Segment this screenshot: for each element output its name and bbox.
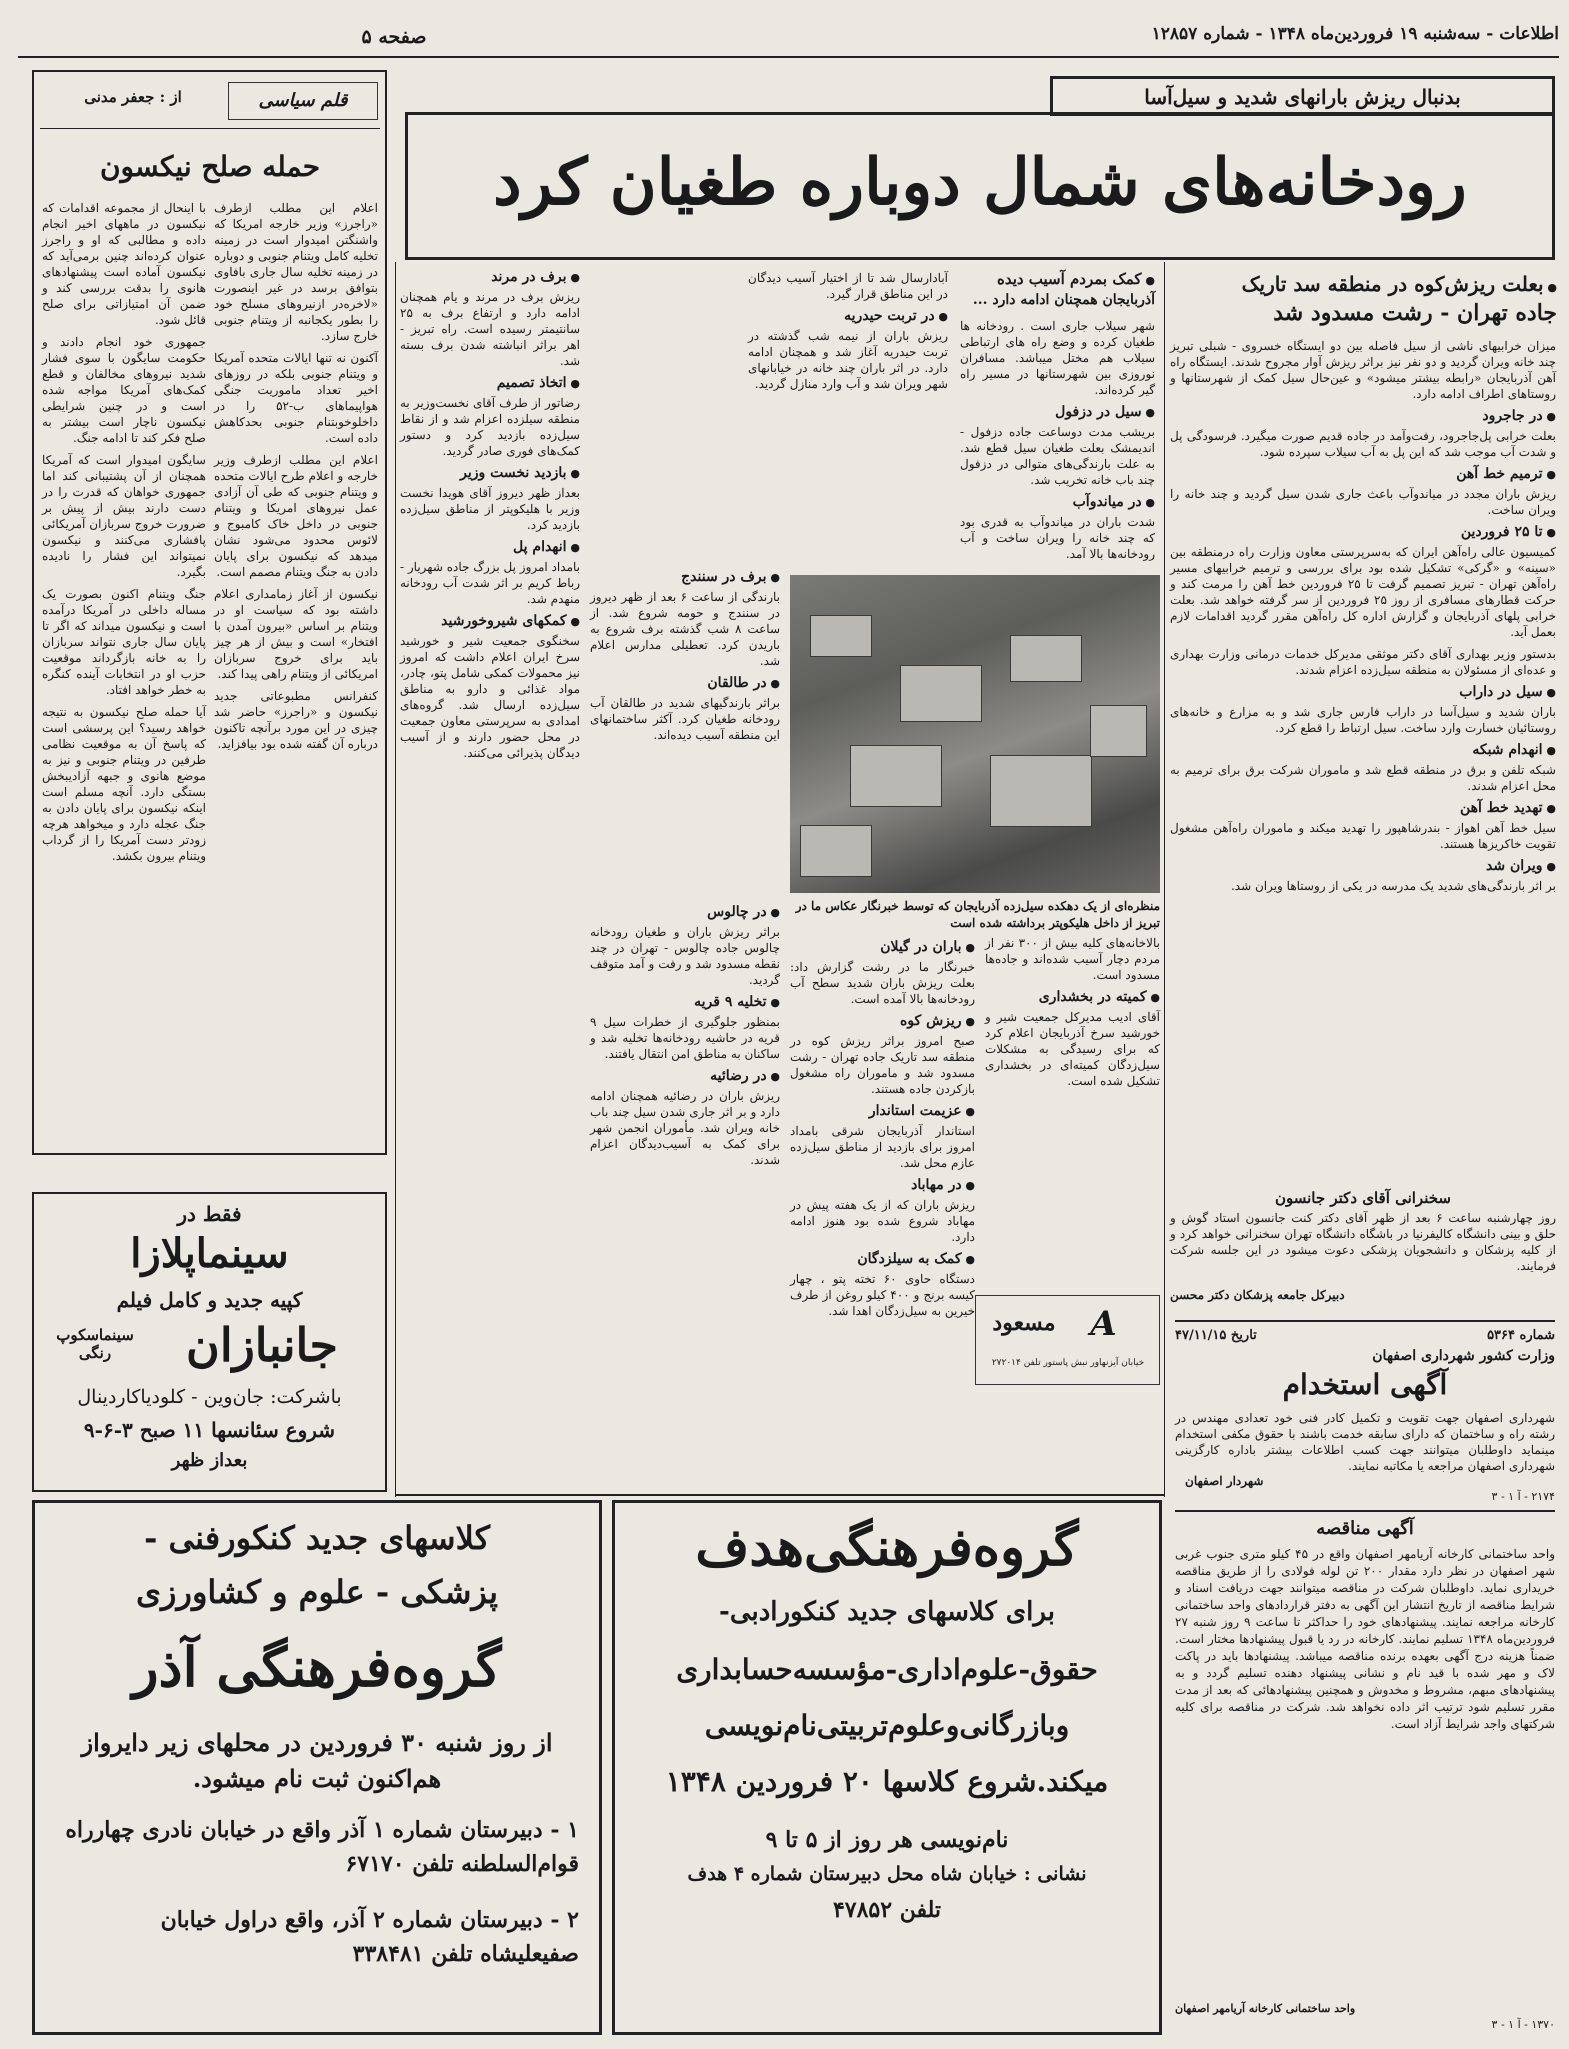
news-paragraph: بعلت خرابی پل‌جاجرود، رفت‌وآمد در جاده قدیم صورت میگیرد. فرسودگی پل و شدت آب موجب شد که این پل به آب سیلاب سپرده شود. (1170, 429, 1556, 459)
news-paragraph: آبادارسال شد تا از اختیار آسیب دیدگان در این مناطق قرار گیرد. (748, 271, 948, 301)
masoud-logo-icon: A (1090, 1304, 1117, 1344)
news-paragraph: آقای ادیب مدیرکل جمعیت شیر و خورشید سرخ آذربایجان اعلام کرد که برای رسیدگی به مشکلات سیل‌زدگان کمیته‌ای در بخشداری تشکیل شده است. (985, 1010, 1160, 1088)
news-paragraph: رضاتور از طرف آقای نخست‌وزیر به منطقه سیلزده اعزام شد و از نقاط سیل‌زده بازدید کرد و دستور کمک‌های فوری صادر گردید. (400, 396, 580, 458)
column-paragraph: با اینحال از مجموعه اقدامات که نیکسون در ماههای اخیر انجام داده و مطالبی که او و راجرز عنوان کرده‌اند چنین برمی‌آید که نیکسون آماده است پیشنهادهای هانوی را بدقت بررسی کند و ضمن آن امتیازاتی برای صلح قائل شود. (42, 201, 206, 327)
news-paragraph: سخنگوی جمعیت شیر و خورشید سرخ ایران اعلام داشت که امروز نیز محمولات کمکی شامل پتو، چادر، مواد غذائی و دارو به مناطق سیل‌زده ارسال شد. گروه‌های امدادی به سرپرستی معاون جمعیت در محل حضور دارند و از آسیب دیدگان پذیرائی می‌کنند. (400, 634, 580, 760)
news-paragraph: بدستور وزیر بهداری آقای دکتر موثقی مدیرکل خدمات درمانی وزارت بهداری و عده‌ای از مسئولان به منطقه سیل‌زده اعزام شدند. (1170, 647, 1556, 677)
hadaf-name: گروه‌فرهنگی‌هدف (695, 1517, 1079, 1578)
job-number: شماره ۵۳۶۴ (1487, 1328, 1555, 1343)
job-ministry: وزارت کشور شهرداری اصفهان (1372, 1348, 1555, 1364)
azar-line-1: کلاسهای جدید کنکورفنی - (144, 1519, 490, 1557)
news-paragraph: براثر ریزش باران و طغیان رودخانه چالوس جاده چالوس - تهران در چند نقطه مسدود شد و رفت و آمد متوقف گردید. (590, 925, 780, 987)
section-rule (396, 1494, 1164, 1496)
news-column-right (1170, 338, 1556, 1188)
news-paragraph: سیل خط آهن اهواز - بندرشاهپور را تهدید میکند و ماموران راه‌آهن مشغول تقویت خاکریزها هستند. (1170, 821, 1556, 851)
column-paragraph: جنگ ویتنام اکنون بصورت یک مساله داخلی در آمریکا درآمده است و نیکسون میداند که اگر تا پایان سال جاری نتواند سربازان را به خانه بازگرداند موقعیت حزب او در انتخابات آینده کنگره به خطر خواهد افتاد. (42, 587, 206, 697)
hadaf-line-2: حقوق-علوم‌اداری-مؤسسه‌حسابداری (676, 1653, 1098, 1686)
news-subhead: ● در جاجرود (1170, 408, 1556, 425)
news-subhead: ● در تربت حیدریه (748, 308, 948, 325)
news-paragraph: براثر بارندگیهای شدید در طالقان آب رودخانه طغیان کرد. آکثر ساختمانهای این منطقه آسیب دیده‌اند. (590, 696, 780, 742)
news-subhead: ● کمک به سیلزدگان (790, 1251, 975, 1268)
news-column-left (400, 265, 580, 1390)
news-paragraph: میزان خرابیهای ناشی از سیل فاصله بین دو ایستگاه خسروی - شبلی تبریز چند خانه ویران گردید و دو نفر نیز براثر ریزش آوار مجروح شدند. ایستگاه راه آهن آذربایجان «رابطه بیشتر میشود» و عین‌حال سیل کمک از شهرستانها و روستاهای اطراف ادامه دارد. (1170, 339, 1556, 401)
hadaf-line-3: وبازرگانی‌وعلوم‌تربیتی‌نام‌نویسی (704, 1709, 1070, 1742)
flood-village-photo (790, 575, 1160, 893)
news-subhead: ● بازدید نخست وزیر (400, 465, 580, 482)
column-separator (1164, 262, 1165, 1497)
azar-name: گروه‌فرهنگی آذر (132, 1635, 502, 1699)
azar-line-5: ۲ - دبیرستان شماره ۲ آذر، واقع دراول خیابان صفیعلیشاه تلفن ۳۳۸۴۸۱ (160, 1907, 579, 1967)
tender-title: آگهی مناقصه (1316, 1518, 1414, 1539)
column-separator (395, 262, 396, 1497)
news-subhead: ● تا ۲۵ فروردین (1170, 524, 1556, 541)
news-subhead: ● کمیته در بخشداری (985, 989, 1160, 1006)
news-subhead: ● تهدید خط آهن (1170, 800, 1556, 817)
column-paragraph: نیکسون از آغاز زمامداری اعلام داشته بود که سیاست او در ویتنام بر اساس «بیرون آمدن با افتخار» است و بیش از هر چیز باید برای خروج سربازان امریکائی از ویتنام راهی پیدا کند. (214, 587, 378, 681)
news-paragraph: کمیسیون عالی راه‌آهن ایران که به‌سرپرستی معاون وزارت راه درمنطقه بین «سینه» و «گرکی» تشکیل شده بود برای بررسی و ترمیم خرابیهای مسیر راه‌آهن تهران - تبریز تصمیم گرفت تا ۲۵ فروردین خط آهن را مرمت کند و حرکت قطارهای مسافری از روز ۲۵ فروردین از سر گرفته خواهد شد. بعلت خرابی پلهای آذربایجان و گزارش اداره کل راه‌آهن مقرر گردید اقدامات لازم بعمل آید. (1170, 545, 1557, 639)
tender-ref: ۱۳۷۰ - آ ۱ - ۳ (1491, 2018, 1555, 2031)
news-paragraph: شهر سیلاب جاری است . رودخانه ها طغیان کرده و وضع راه های ارتباطی سیلاب هم مختل میباشد. مسافران نوروزی بین شهرستانها در مسیر راه گیر کرده‌اند. (960, 319, 1155, 397)
hadaf-ad (612, 1500, 1162, 2035)
news-subhead: ● عزیمت استاندار (790, 1103, 975, 1120)
news-subhead: ● در مهاباد (790, 1177, 975, 1194)
job-date: تاریخ ۴۷/۱۱/۱۵ (1175, 1328, 1257, 1343)
column-paragraph: اعلام این مطلب ازطرف وزیر خارجه و اعلام طرح ایالات متحده و ویتنام جنوبی که طی آن آزادی عمل نیروهای امریکا و ویتنام جنوبی در داخل خاک کامبوج و لائوس محدود می‌شود نشان میدهد که نیکسون برای پایان دادن به جنگ ویتنام مصمم است. (214, 453, 378, 579)
news-paragraph: ریزش باران مجدد در میاندوآب باعث جاری شدن سیل گردید و چند خانه را ویران ساخت. (1170, 487, 1556, 517)
news-subhead: ● ریزش کوه (790, 1013, 975, 1030)
column-paragraph: جمهوری خود انجام دادند و حکومت سایگون با سوی فشار شدید نیروهای مخالفان و قطع کمک‌های آمریکا مواجه شده است و در چنین شرایطی نیکسون ناچار است بیشتر به صلح فکر کند تا ادامه جنگ. (42, 335, 206, 445)
cinema-times: شروع سئانسها ۱۱ صبح ۳-۶-۹ (83, 1418, 336, 1442)
cinema-sub: کپیه جدید و کامل فیلم (116, 1288, 303, 1312)
column-body-right (214, 200, 378, 1150)
news-paragraph: صبح امروز براثر ریزش کوه در منطقه سد تاریک جاده تهران - رشت مسدود شد و ماموران راه مشغول بازکردن جاده هستند. (790, 1034, 975, 1096)
tender-body: واحد ساختمانی کارخانه آریامهر اصفهان واقع در ۴۵ کیلو متری جنوب غربی شهر اصفهان در نظر دارد مقدار ۲۰۰ تن لوله فولادی را از طریق مناقصه خریداری نماید. داوطلبان شرکت در مناقصه میتوانند جهت دریافت اسناد و شرایط مناقصه از تاریخ انتشار این آگهی به دفتر قراردادهای واحد ساختمانی کارخانه مراجعه نمایند. پیشنهادهای خود را حداکثر تا ساعت ۹ روز شنبه ۲۷ فروردین‌ماه ۱۳۴۸ تسلیم نمایند. کارخانه در رد یا قبول پیشنهادها مختار است. ضمناً هزینه درج آگهی بعهده برنده مناقصه میباشد. پیشنهادها باید در پاکت لاک و مهر شده با قید نام و نشانی پیشنهاد دهنده تسلیم گردد و به پیشنهادهای مبهم، مشروط و مخدوش و همچنین پیشنهادهائی که بعد از مدت مقرر تسلیم شود ترتیب اثر داده نخواهد شد. شرکت در مناقصه برای کلیه شرکتهای واجد شرایط آزاد است. (1175, 1547, 1555, 1731)
news-paragraph: بمنظور جلوگیری از خطرات سیل ۹ قریه در حاشیه رودخانه‌ها تخلیه شد و ساکنان به مناطق امن انتقال یافتند. (590, 1015, 780, 1061)
lecture-body: روز چهارشنبه ساعت ۶ بعد از ظهر آقای دکتر کنت جانسون استاد گوش و حلق و بینی دانشگاه کالیفرنیا در باشگاه دانشگاه تهران سخنرانی خواهد کرد و از کلیه پزشکان و دانشجویان پزشکی دعوت میشود در این جلسه شرکت فرمایند. (1170, 1211, 1556, 1273)
news-paragraph: بامداد امروز پل بزرگ جاده شهریار - رباط کریم بر اثر شدت آب رودخانه منهدم شد. (400, 560, 580, 606)
news-paragraph: شدت باران در میاندوآب به قدری بود که چند خانه را ویران ساخت و آب رودخانه‌ها بالا آمد. (960, 515, 1155, 561)
hadaf-line-5: نام‌نویسی هر روز از ۵ تا ۹ (765, 1827, 1009, 1853)
job-body: شهرداری اصفهان جهت تقویت و تکمیل کادر فنی خود تعدادی مهندس در رشته راه و ساختمان که دارای سابقه خدمت باشند با حقوق مکفی استخدام مینماید داوطلبان میتوانند جهت کسب اطلاعات بیشتر باداره کارگزینی شهرداری اصفهان مراجعه یا مکاتبه نمایند. (1175, 1411, 1555, 1473)
news-column-below-photo-2 (790, 935, 975, 1385)
job-ref: ۲۱۷۴ - آ ۱ - ۳ (1491, 1490, 1555, 1503)
news-paragraph: ریزش برف در مرند و یام همچنان ادامه دارد و ارتفاع برف به ۲۵ سانتیمتر رسیده است. راه تبریز - اهر براثر انباشته شدن برف بسته شد. (400, 290, 580, 368)
cinema-top: فقط در (177, 1202, 242, 1226)
lead-deck-1: ● بعلت ریزش‌کوه در منطقه سد تاریک (1147, 272, 1557, 296)
news-subhead: ● انهدام پل (400, 539, 580, 556)
cinema-film: جانبازان (186, 1318, 338, 1372)
news-column-center-3 (590, 565, 780, 895)
column-paragraph: سایگون امیدوار است که آمریکا همچنان از آن پشتیبانی کند اما جمهوری خواهان که قدرت را در دست دارند بیش از پیش بر ضرورت خروج سربازان آمریکائی پافشاری می‌کنند و نیکسون نمیتواند این فشار را نادیده بگیرد. (42, 453, 206, 579)
column-paragraph: اعلام این مطلب ازطرف «راجرز» وزیر خارجه امریکا که واشنگتن امیدوار است در زمینه تخلیه کامل ویتنام جنوبی و دوباره در زمینه تخلیه سال جاری بافاوی بتوافق برسد در غیر اینصورت «لاخره‌در ازنیروهای مسلح خود را بطور یکجانبه از ویتنام جنوبی خارج سازد. (214, 201, 378, 343)
news-paragraph: ریزش باران در رضائیه همچنان ادامه دارد و بر اثر جاری شدن سیل چند باب خانه ویران شد. مأموران انجمن شهر برای کمک به آسیب‌دیدگان اعزام شدند. (590, 1089, 780, 1167)
news-subhead: ● سیل در داراب (1170, 684, 1556, 701)
masoud-address: خیابان آیزنهاور نبش پاستور تلفن ۲۷۲۰۱۴ (991, 1358, 1145, 1368)
column-logo: قلم سیاسی (228, 82, 378, 120)
column-body-left (42, 200, 206, 1150)
column-paragraph: آیا حمله صلح نیکسون به نتیجه خواهد رسید؟ این پرسشی است که پاسخ آن به موقعیت نظامی طرفین در ویتنام جنوبی و نیز به موضع هانوی و جبهه آزادیبخش بستگی دارد. آنچه مسلم است اینکه نیکسون برای پایان دادن به جنگ عجله دارد و میخواهد هرچه زودتر دست آمریکا را از گرداب ویتنام بیرون بکشد. (42, 705, 206, 863)
job-sign: شهردار اصفهان (1185, 1474, 1264, 1488)
masoud-brand: مسعود (992, 1310, 1056, 1336)
masthead-issue: اطلاعات - سه‌شنبه ۱۹ فروردین‌ماه ۱۳۴۸ - شماره ۱۲۸۵۷ (1151, 24, 1559, 44)
news-column-center-4 (590, 900, 780, 1380)
job-ad (1175, 1320, 1555, 1505)
news-subhead: ● در چالوس (590, 904, 780, 921)
news-subhead: ● در رضائیه (590, 1068, 780, 1085)
news-column-center-2 (748, 270, 948, 565)
lead-deck-3: ● کمک بمردم آسیب دیده (960, 270, 1155, 288)
azar-line-4: ۱ - دبیرستان شماره ۱ آذر واقع در خیابان نادری چهارراه قوام‌السلطنه تلفن ۶۷۱۷۰ (65, 1817, 579, 1877)
lecture-title: سخنرانی آقای دکتر جانسون (1274, 1189, 1451, 1207)
hadaf-line-6: نشانی : خیابان شاه محل دبیرستان شماره ۴ هدف (687, 1863, 1087, 1885)
news-subhead: ● تخلیه ۹ قریه (590, 994, 780, 1011)
tender-ad (1175, 1510, 1555, 2035)
cinema-format: سینماسکوپ رنگی (56, 1326, 134, 1362)
lead-headline: رودخانه‌های شمال دوباره طغیان کرد (493, 145, 1467, 220)
news-paragraph: بریشب مدت دوساعت جاده دزفول - اندیمشک بعلت طغیان سیل قطع شد. به علت بارندگی‌های متوالی در دزفول چند باب خانه تخریب شد. (960, 425, 1155, 487)
news-subhead: ● اتخاذ تصمیم (400, 375, 580, 392)
news-subhead: ● کمکهای شیروخورشید (400, 613, 580, 630)
news-column-below-photo-1 (985, 935, 1160, 1175)
column-author: از : جعفر مدنی (84, 88, 182, 106)
news-subhead: ● برف در سنندج (590, 569, 780, 586)
news-paragraph: بارندگی از ساعت ۶ بعد از ظهر دیروز در سنندج و حومه شروع شد. از ساعت ۸ شب گذشته برف شروع به باریدن کرد. تعطیلی مدارس اعلام شد. (590, 590, 780, 668)
photo-caption: منظره‌ای از یک دهکده سیل‌زده آذربایجان که توسط خبرنگار عکاس ما در تبریز از داخل هلیکوپتر برداشته شده است (795, 899, 1160, 930)
cinema-ad (32, 1192, 387, 1492)
news-column-center-1 (960, 318, 1155, 561)
cinema-name: سینماپلازا (130, 1230, 289, 1277)
news-subhead: ● باران در گیلان (790, 939, 975, 956)
news-paragraph: باران شدید و سیل‌آسا در داراب فارس جاری شد و به مزارع و خانه‌های روستائیان خسارت وارد ساخت. سیل ارتباط را قطع کرد. (1170, 705, 1556, 735)
news-subhead: ● ترمیم خط آهن (1170, 466, 1556, 483)
news-paragraph: شبکه تلفن و برق در منطقه قطع شد و ماموران شرکت برق برای ترمیم به محل اعزام شدند. (1170, 763, 1556, 793)
news-subhead: ● انهدام شبکه (1170, 742, 1556, 759)
masthead-rule (18, 56, 1559, 58)
news-paragraph: بر اثر بارندگی‌های شدید یک مدرسه در یکی از روستاها ویران شد. (1230, 879, 1556, 893)
lecture-sign: دبیرکل جامعه پزشکان دکتر محسن (1170, 1288, 1345, 1302)
news-paragraph: ریزش باران که از یک هفته پیش در مهاباد شروع شده بود هنوز ادامه دارد. (790, 1198, 975, 1244)
news-subhead: ● ویران شد (1170, 858, 1556, 875)
news-subhead: ● در میاندوآب (960, 494, 1155, 511)
news-subhead: ● سیل در دزفول (960, 404, 1155, 421)
job-title: آگهی استخدام (1282, 1368, 1448, 1401)
news-subhead: ● برف در مرند (400, 269, 580, 286)
news-paragraph: ریزش باران از نیمه شب گذشته در تربت حیدریه آغاز شد و همچنان ادامه دارد. در اثر باران چند خانه در خیابانهای شهر ویران شد و آب وارد منازل گردید. (748, 329, 948, 391)
news-paragraph: بالاخانه‌های کلیه بیش از ۳۰۰ نفر از مردم دچار آسیب شده‌اند و جاده‌ها مسدود است. (985, 936, 1160, 982)
news-paragraph: استاندار آذربایجان شرقی بامداد امروز برای بازدید از مناطق سیل‌زده عازم محل شد. (790, 1124, 975, 1170)
column-title: حمله صلح نیکسون (99, 150, 321, 183)
column-rule (40, 128, 380, 129)
hadaf-line-4: میکند.شروع کلاسها ۲۰ فروردین ۱۳۴۸ (665, 1765, 1109, 1798)
tender-sign: واحد ساختمانی کارخانه آریامهر اصفهان (1175, 2002, 1356, 2015)
lecture-notice (1170, 1185, 1556, 1320)
lead-kicker: بدنبال ریزش بارانهای شدید و سیل‌آسا (1050, 76, 1555, 116)
news-paragraph: بعداز ظهر دیروز آقای هویدا نخست وزیر با هلیکوپتر از مناطق سیل‌زده بازدید کرد. (400, 486, 580, 532)
azar-ad (32, 1500, 602, 2035)
page-number: صفحه ۵ (361, 26, 427, 48)
column-paragraph: کنفرانس مطبوعاتی جدید نیکسون و «راجرز» حاضر شد چیزی در این مورد برآنچه تاکنون درباره آن گفته شده بود بیافزاید. (214, 689, 378, 751)
lead-deck-2: جاده تهران - رشت مسدود شد (1273, 300, 1557, 326)
cinema-after: بعداز ظهر (171, 1450, 248, 1471)
lead-deck-4: آذربایجان همچنان ادامه دارد ... (972, 292, 1155, 308)
news-paragraph: خبرنگار ما در رشت گزارش داد: بعلت ریزش باران شدید سطح آب رودخانه‌ها بالا آمده است. (790, 960, 975, 1006)
masoud-ad (975, 1295, 1160, 1385)
cinema-cast: باشرکت: جان‌وین - کلودیاکاردینال (77, 1386, 342, 1408)
column-paragraph: آکنون نه تنها ایالات متحده آمریکا و ویتنام جنوبی بلکه در روزهای اخیر تعداد ماموریت جنگی هواپیماهای ب-۵۲ را در داخلوخوبتنام جنوبی بحدکاهش داده است. (214, 351, 378, 445)
azar-line-2: پزشکی - علوم و کشاورزی (136, 1573, 498, 1611)
azar-line-3: از روز شنبه ۳۰ فروردین در محلهای زیر دایرواز هم‌اکنون ثبت نام میشود. (81, 1728, 553, 1793)
hadaf-line-1: برای کلاسهای جدید کنکورادبی- (719, 1597, 1055, 1627)
news-paragraph: دستگاه حاوی ۶۰ تخته پتو ، چهار کیسه برنج و ۴۰۰ کیلو روغن از طرف خیرین به سیل‌زدگان اهدا شد. (790, 1272, 975, 1318)
hadaf-line-7: تلفن ۴۷۸۵۲ (832, 1897, 942, 1923)
news-subhead: ● در طالقان (590, 675, 780, 692)
